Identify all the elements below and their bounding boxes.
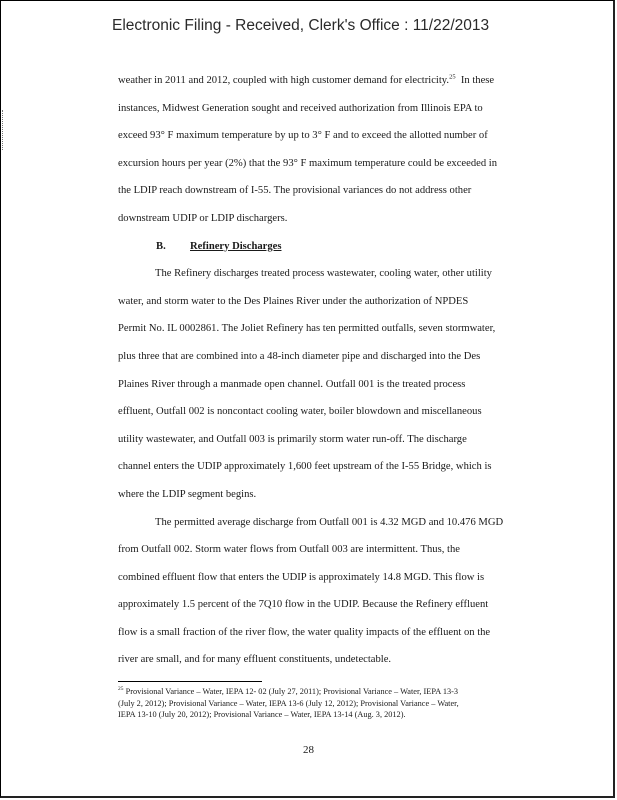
text-line: effluent, Outfall 002 is noncontact cooling water, boiler blowdown and miscellaneous (118, 406, 482, 418)
text-line: excursion hours per year (2%) that the 93° F maximum temperature could be exceeded in (118, 157, 498, 169)
section-heading (118, 233, 548, 261)
text-line: downstream UDIP or LDIP dischargers. (118, 212, 288, 224)
document-body (118, 67, 548, 674)
footnote-line: (July 2, 2012); Provisional Variance – Water, IEPA 13-6 (July 12, 2012); Provisional Variance – Water, (118, 698, 459, 708)
text-line: channel enters the UDIP approximately 1,600 feet upstream of the I-55 Bridge, which is (118, 461, 492, 473)
text-line: water, and storm water to the Des Plaines River under the authorization of NPDES (118, 295, 469, 307)
footnote-reference[interactable]: 25 (449, 73, 456, 81)
text-line: where the LDIP segment begins. (118, 488, 257, 500)
footnote-number: 25 (118, 686, 124, 693)
text-span: weather in 2011 and 2012, coupled with high customer demand for electricity. (118, 75, 450, 86)
text-line: Permit No. IL 0002861. The Joliet Refinery has ten permitted outfalls, seven stormwater, (118, 323, 496, 335)
footnote-separator (118, 681, 262, 682)
text-line: instances, Midwest Generation sought and received authorization from Illinois EPA to (118, 102, 483, 114)
footnote-text: Provisional Variance – Water, IEPA 12- 02 (July 27, 2011); Provisional Variance – Water, IEPA 13-3 (125, 687, 459, 696)
text-line: plus three that are combined into a 48-inch diameter pipe and discharged into the Des (118, 350, 481, 362)
text-line: flow is a small fraction of the river flow, the water quality impacts of the effluent on the (118, 626, 491, 638)
text-line: combined effluent flow that enters the UDIP is approximately 14.8 MGD. This flow is (118, 571, 485, 583)
text-span: In these (455, 75, 495, 86)
text-line: utility wastewater, and Outfall 003 is primarily storm water run-off. The discharge (118, 433, 467, 445)
text-line: exceed 93° F maximum temperature by up to 3° F and to exceed the allotted number of (118, 130, 488, 142)
footnote-line: IEPA 13-10 (July 20, 2012); Provisional Variance – Water, IEPA 13-14 (Aug. 3, 2012). (118, 710, 406, 720)
text-line (118, 67, 548, 95)
footnote (118, 686, 548, 721)
filing-stamp: Electronic Filing - Received, Clerk's Office : 11/22/2013 (112, 17, 490, 34)
scan-edge-mark (2, 110, 5, 150)
text-line: from Outfall 002. Storm water flows from Outfall 003 are intermittent. Thus, the (118, 544, 460, 556)
section-letter: B. (156, 240, 166, 252)
text-line: Plaines River through a manmade open channel. Outfall 001 is the treated process (118, 378, 466, 390)
text-line: river are small, and for many effluent constituents, undetectable. (118, 654, 392, 666)
page-number: 28 (303, 744, 314, 756)
text-line: The permitted average discharge from Outfall 001 is 4.32 MGD and 10.476 MGD (155, 516, 504, 528)
section-title: Refinery Discharges (190, 240, 282, 252)
footnote-line (118, 686, 548, 698)
text-line: The Refinery discharges treated process wastewater, cooling water, other utility (155, 268, 492, 280)
text-line: approximately 1.5 percent of the 7Q10 flow in the UDIP. Because the Refinery effluent (118, 599, 489, 611)
text-line: the LDIP reach downstream of I-55. The provisional variances do not address other (118, 185, 472, 197)
